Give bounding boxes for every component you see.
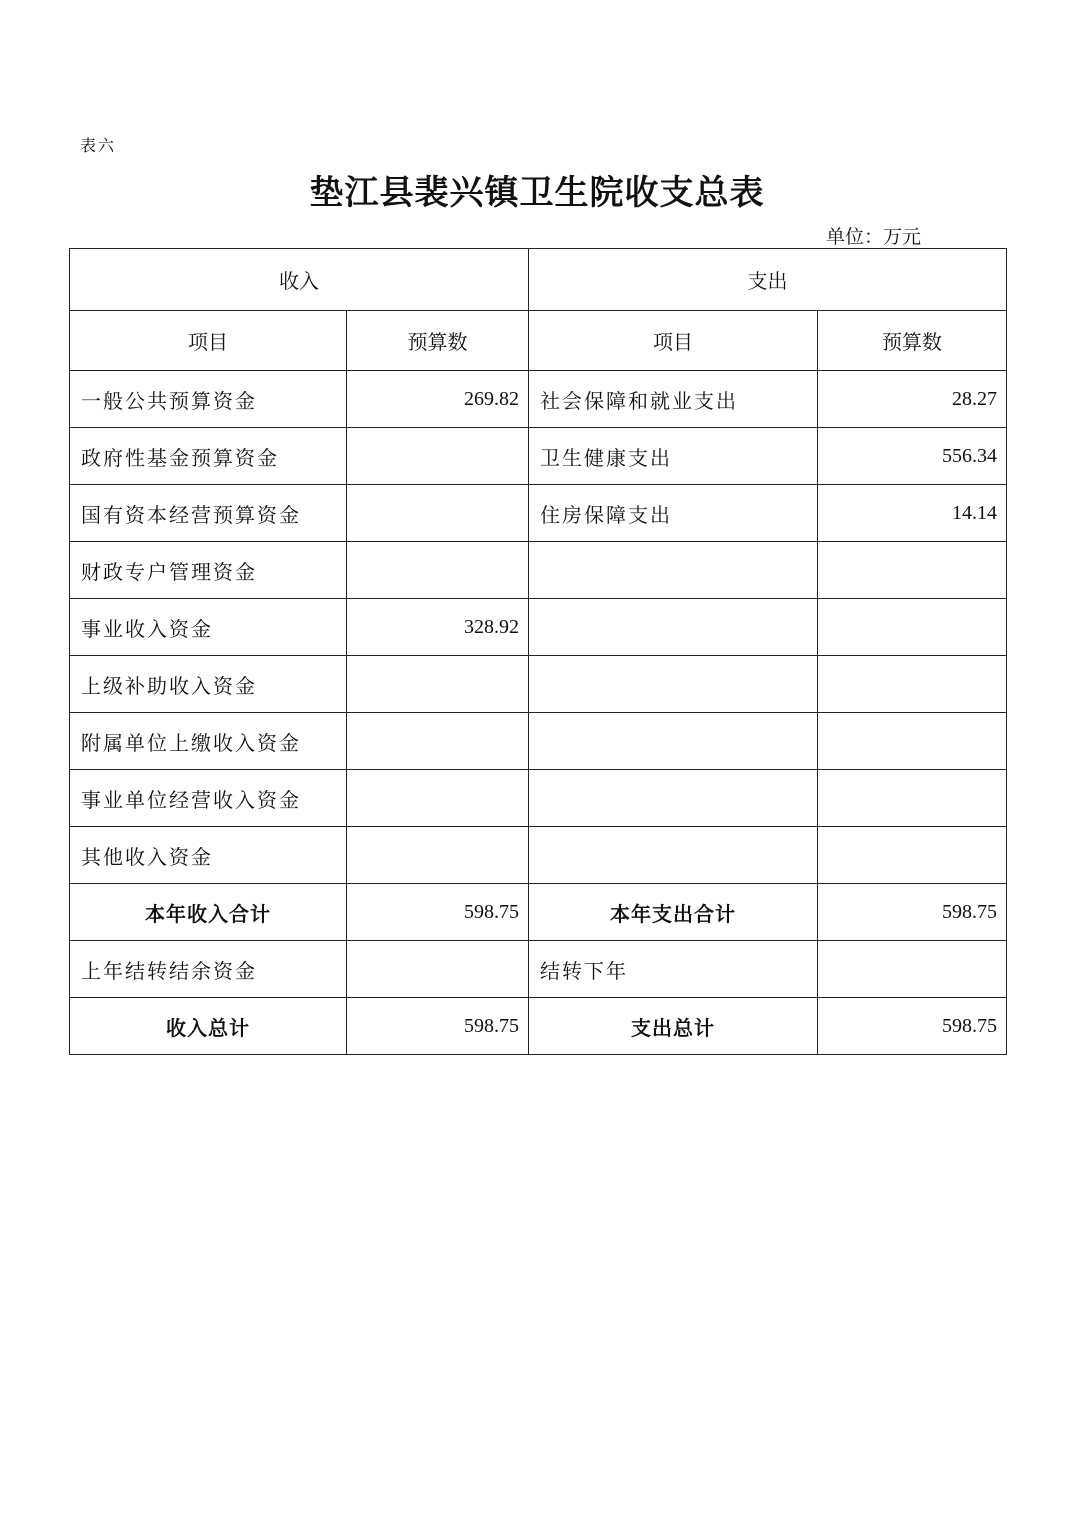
expense-value-cell: 14.14 <box>818 485 1007 542</box>
table-row <box>70 656 1007 713</box>
expense-value-cell <box>818 941 1007 998</box>
income-item-cell: 附属单位上缴收入资金 <box>70 713 347 770</box>
table-row <box>70 770 1007 827</box>
expense-value-cell <box>818 827 1007 884</box>
expense-item-cell <box>529 827 818 884</box>
income-value-cell <box>347 770 529 827</box>
expense-item-cell: 结转下年 <box>529 941 818 998</box>
expense-value-cell: 28.27 <box>818 371 1007 428</box>
income-value-cell: 269.82 <box>347 371 529 428</box>
expense-value-cell: 598.75 <box>818 998 1007 1055</box>
income-value-cell <box>347 656 529 713</box>
unit-label: 单位：万元 <box>826 226 922 248</box>
income-value-cell: 328.92 <box>347 599 529 656</box>
income-value-cell <box>347 428 529 485</box>
expense-value-cell <box>818 656 1007 713</box>
expense-value-cell <box>818 770 1007 827</box>
income-item-cell: 一般公共预算资金 <box>70 371 347 428</box>
expense-item-cell: 本年支出合计 <box>529 884 818 941</box>
page-title: 垫江县裴兴镇卫生院收支总表 <box>309 173 765 213</box>
expense-value-cell <box>818 542 1007 599</box>
income-item-cell: 本年收入合计 <box>70 884 347 941</box>
income-item-cell: 国有资本经营预算资金 <box>70 485 347 542</box>
income-value-cell: 598.75 <box>347 998 529 1055</box>
expense-value-cell: 556.34 <box>818 428 1007 485</box>
income-budget-header: 预算数 <box>347 311 529 371</box>
expense-item-header: 项目 <box>529 311 818 371</box>
table-number: 表六 <box>80 136 117 155</box>
column-header-row <box>70 311 1007 371</box>
income-value-cell <box>347 827 529 884</box>
income-item-cell: 政府性基金预算资金 <box>70 428 347 485</box>
income-item-cell: 上级补助收入资金 <box>70 656 347 713</box>
expense-value-cell <box>818 599 1007 656</box>
table-row <box>70 827 1007 884</box>
table-header-row <box>70 249 1007 311</box>
expense-item-cell: 社会保障和就业支出 <box>529 371 818 428</box>
expense-value-cell: 598.75 <box>818 884 1007 941</box>
income-item-header: 项目 <box>70 311 347 371</box>
expense-item-cell <box>529 599 818 656</box>
income-value-cell <box>347 485 529 542</box>
table-total-row <box>70 998 1007 1055</box>
income-item-cell: 事业收入资金 <box>70 599 347 656</box>
income-item-cell: 财政专户管理资金 <box>70 542 347 599</box>
income-value-cell <box>347 941 529 998</box>
expense-budget-header: 预算数 <box>818 311 1007 371</box>
table-total-row <box>70 884 1007 941</box>
expense-item-cell: 卫生健康支出 <box>529 428 818 485</box>
expense-value-cell <box>818 713 1007 770</box>
expense-header: 支出 <box>529 249 1007 311</box>
table-row <box>70 485 1007 542</box>
table-row <box>70 428 1007 485</box>
budget-summary-table <box>69 248 1007 1055</box>
income-header: 收入 <box>70 249 529 311</box>
income-item-cell: 事业单位经营收入资金 <box>70 770 347 827</box>
income-value-cell <box>347 542 529 599</box>
income-value-cell: 598.75 <box>347 884 529 941</box>
table-row <box>70 941 1007 998</box>
expense-item-cell <box>529 713 818 770</box>
income-item-cell: 上年结转结余资金 <box>70 941 347 998</box>
expense-item-cell <box>529 656 818 713</box>
expense-item-cell <box>529 542 818 599</box>
table-row <box>70 599 1007 656</box>
table-row <box>70 371 1007 428</box>
income-value-cell <box>347 713 529 770</box>
table-row <box>70 713 1007 770</box>
table-row <box>70 542 1007 599</box>
expense-item-cell <box>529 770 818 827</box>
income-item-cell: 其他收入资金 <box>70 827 347 884</box>
income-item-cell: 收入总计 <box>70 998 347 1055</box>
expense-item-cell: 住房保障支出 <box>529 485 818 542</box>
expense-item-cell: 支出总计 <box>529 998 818 1055</box>
